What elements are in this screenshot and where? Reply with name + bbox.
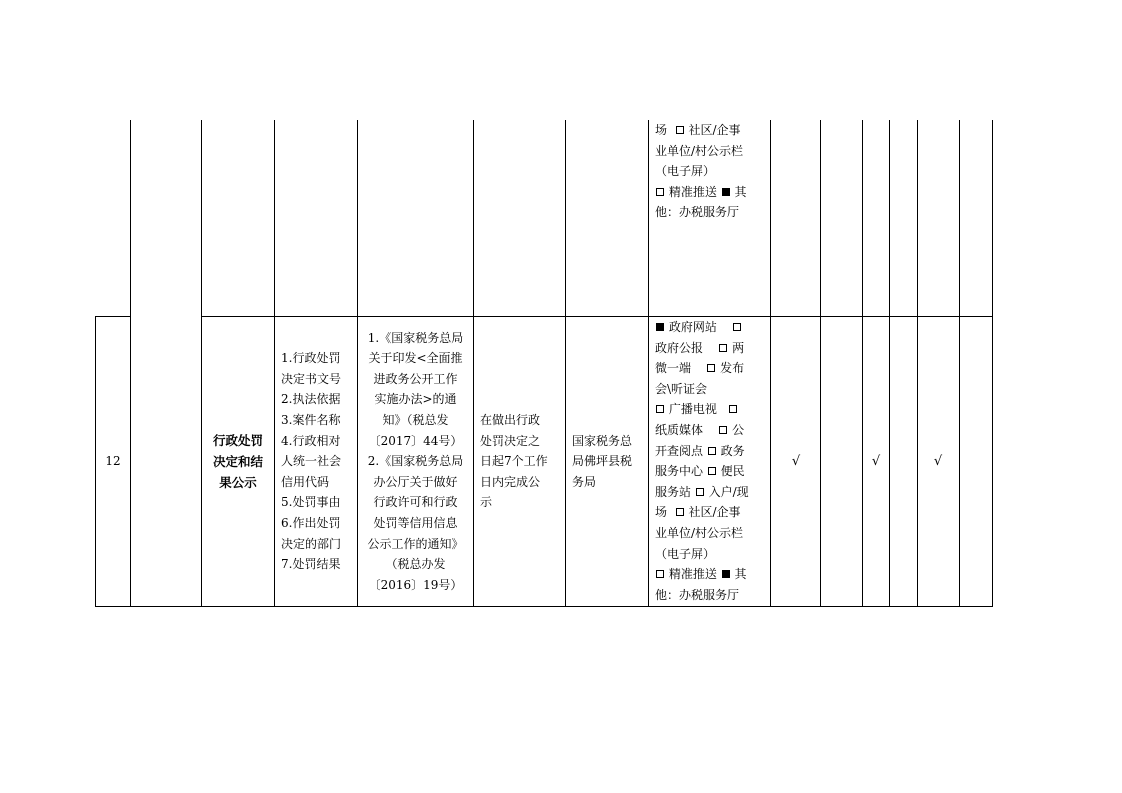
checkbox-unchecked-icon: [719, 344, 727, 352]
item-line: 果公示: [219, 475, 257, 490]
channel-text: 微一端: [655, 361, 707, 376]
channel-text: 政务: [716, 443, 745, 458]
channel-line: [655, 544, 770, 565]
checkbox-unchecked-icon: [656, 405, 664, 413]
timing-line: 日内完成公: [480, 474, 541, 489]
channel-line: [655, 461, 770, 482]
channel-line: [655, 141, 770, 162]
checkbox-unchecked-icon: [733, 323, 741, 331]
channel-line: [655, 399, 770, 420]
checkbox-unchecked-icon: [729, 405, 737, 413]
channel-text: 服务中心: [655, 464, 707, 479]
subject-line: 务局: [572, 474, 597, 489]
content-line: 1.行政处罚: [281, 351, 341, 366]
basis-line: 办公厅关于做好: [373, 474, 458, 489]
channel-line: [655, 441, 770, 462]
disclosure-content-cell: [281, 317, 357, 606]
basis-line: 〔2017〕44号）: [368, 433, 463, 448]
channel-text: 入户/现: [704, 484, 749, 499]
channel-text: 服务站: [655, 484, 695, 499]
upper-row-channels-cell: [655, 120, 770, 223]
channel-line: [655, 379, 770, 400]
content-line: 决定书文号: [281, 371, 342, 386]
basis-line: 〔2016〕19号）: [368, 577, 463, 592]
channel-line: [655, 358, 770, 379]
basis-line: 实施办法>的通: [374, 392, 457, 407]
channel-text: 场: [655, 123, 675, 137]
channel-line: [655, 482, 770, 503]
basis-line: 关于印发<全面推: [368, 351, 463, 366]
channels-list: [655, 317, 770, 605]
table-grid-line: [959, 120, 960, 607]
legal-basis-cell: [358, 317, 473, 606]
channel-text: 广播电视: [665, 402, 729, 417]
disclosure-subject-cell: [572, 317, 648, 606]
basis-line: 1.《国家税务总局: [367, 330, 464, 345]
table-grid-line: [770, 120, 771, 607]
content-line: 信用代码: [281, 474, 330, 489]
disclosure-item-cell: [202, 317, 274, 606]
content-line: 7.处罚结果: [281, 557, 341, 572]
channel-text: 两: [728, 340, 745, 355]
timing-line: 示: [480, 495, 493, 510]
channels-list: [655, 120, 770, 223]
basis-line: 公示工作的通知》: [367, 536, 464, 551]
disclosure-timing-cell: [480, 317, 565, 606]
channel-line: [655, 338, 770, 359]
item-line: 决定和结: [212, 454, 263, 469]
timing-line: 在做出行政: [480, 413, 541, 428]
channel-line: [655, 523, 770, 544]
channel-line: [655, 182, 770, 203]
checkbox-unchecked-icon: [719, 426, 727, 434]
table-grid-line: [917, 120, 918, 607]
basis-line: 2.《国家税务总局: [367, 454, 464, 469]
channel-text: 发布: [716, 361, 745, 376]
content-line: 5.处罚事由: [281, 495, 341, 510]
table-grid-line: [820, 120, 821, 607]
subject-line: 局佛坪县税: [572, 454, 633, 469]
checkbox-unchecked-icon: [676, 126, 684, 134]
disclosure-channels-cell: [655, 317, 770, 605]
table-grid-line: [862, 120, 863, 607]
checkbox-unchecked-icon: [708, 467, 716, 475]
basis-line: （税总办发: [385, 557, 446, 572]
check-mark: √: [933, 454, 943, 469]
channel-line: [655, 120, 770, 141]
channel-line: [655, 420, 770, 441]
item-line: 行政处罚: [212, 433, 263, 448]
channel-line: [655, 564, 770, 585]
channel-text: 政府公报: [655, 340, 719, 355]
content-line: 2.执法依据: [281, 392, 341, 407]
checkbox-checked-icon: [656, 323, 664, 331]
check-mark: √: [871, 454, 881, 469]
checkbox-unchecked-icon: [656, 188, 664, 196]
table-grid-line: [648, 120, 649, 607]
checkbox-unchecked-icon: [696, 488, 704, 496]
table-grid-line: [565, 120, 566, 607]
channel-text: 精准推送: [665, 567, 721, 582]
channel-text: 场: [655, 505, 675, 520]
timing-line: 日起7个工作: [480, 454, 548, 469]
checkbox-checked-icon: [722, 570, 730, 578]
channel-text: 社区/企事: [684, 505, 741, 520]
content-line: 人统一社会: [281, 454, 342, 469]
channel-text: 精准推送: [665, 184, 721, 199]
channel-text: （电子屏）: [655, 546, 716, 561]
table-border-right: [992, 120, 993, 607]
check-mark: √: [791, 454, 801, 469]
channel-text: 其: [730, 184, 747, 199]
basis-line: 知》（税总发: [382, 413, 449, 428]
channel-text: 便民: [716, 464, 745, 479]
table-grid-line: [889, 120, 890, 607]
channel-text: 会\听证会: [655, 381, 708, 396]
checkbox-unchecked-icon: [676, 508, 684, 516]
channel-line: [655, 502, 770, 523]
channel-text: 他：办税服务厅: [655, 587, 740, 602]
channel-line: [655, 161, 770, 182]
table-border-bottom: [95, 606, 993, 607]
content-line: 决定的部门: [281, 536, 342, 551]
table-grid-line: [274, 120, 275, 607]
checkbox-unchecked-icon: [708, 447, 716, 455]
checkbox-unchecked-icon: [707, 364, 715, 372]
content-line: 3.案件名称: [281, 413, 341, 428]
basis-line: 行政许可和行政: [373, 495, 458, 510]
table-grid-line: [130, 120, 131, 607]
content-line: 6.作出处罚: [281, 515, 341, 530]
timing-line: 处罚决定之: [480, 433, 541, 448]
channel-line: [655, 317, 770, 338]
channel-text: 政府网站: [665, 320, 733, 334]
row-number-text: 12: [105, 454, 121, 469]
channel-text: 业单位/村公示栏: [655, 143, 744, 158]
table-grid-line: [473, 120, 474, 607]
basis-line: 进政务公开工作: [373, 371, 458, 386]
checkbox-checked-icon: [722, 188, 730, 196]
channel-line: [655, 202, 770, 223]
channel-text: 业单位/村公示栏: [655, 525, 744, 540]
content-line: 4.行政相对: [281, 433, 341, 448]
row-number: [96, 317, 130, 606]
channel-text: 其: [730, 567, 747, 582]
channel-line: [655, 585, 770, 606]
subject-line: 国家税务总: [572, 433, 633, 448]
channel-text: 纸质媒体: [655, 422, 719, 437]
channel-text: （电子屏）: [655, 164, 716, 179]
channel-text: 他：办税服务厅: [655, 205, 740, 220]
checkbox-unchecked-icon: [656, 570, 664, 578]
channel-text: 开查阅点: [655, 443, 707, 458]
basis-line: 处罚等信用信息: [373, 515, 458, 530]
channel-text: 公: [728, 422, 745, 437]
channel-text: 社区/企事: [684, 123, 741, 137]
